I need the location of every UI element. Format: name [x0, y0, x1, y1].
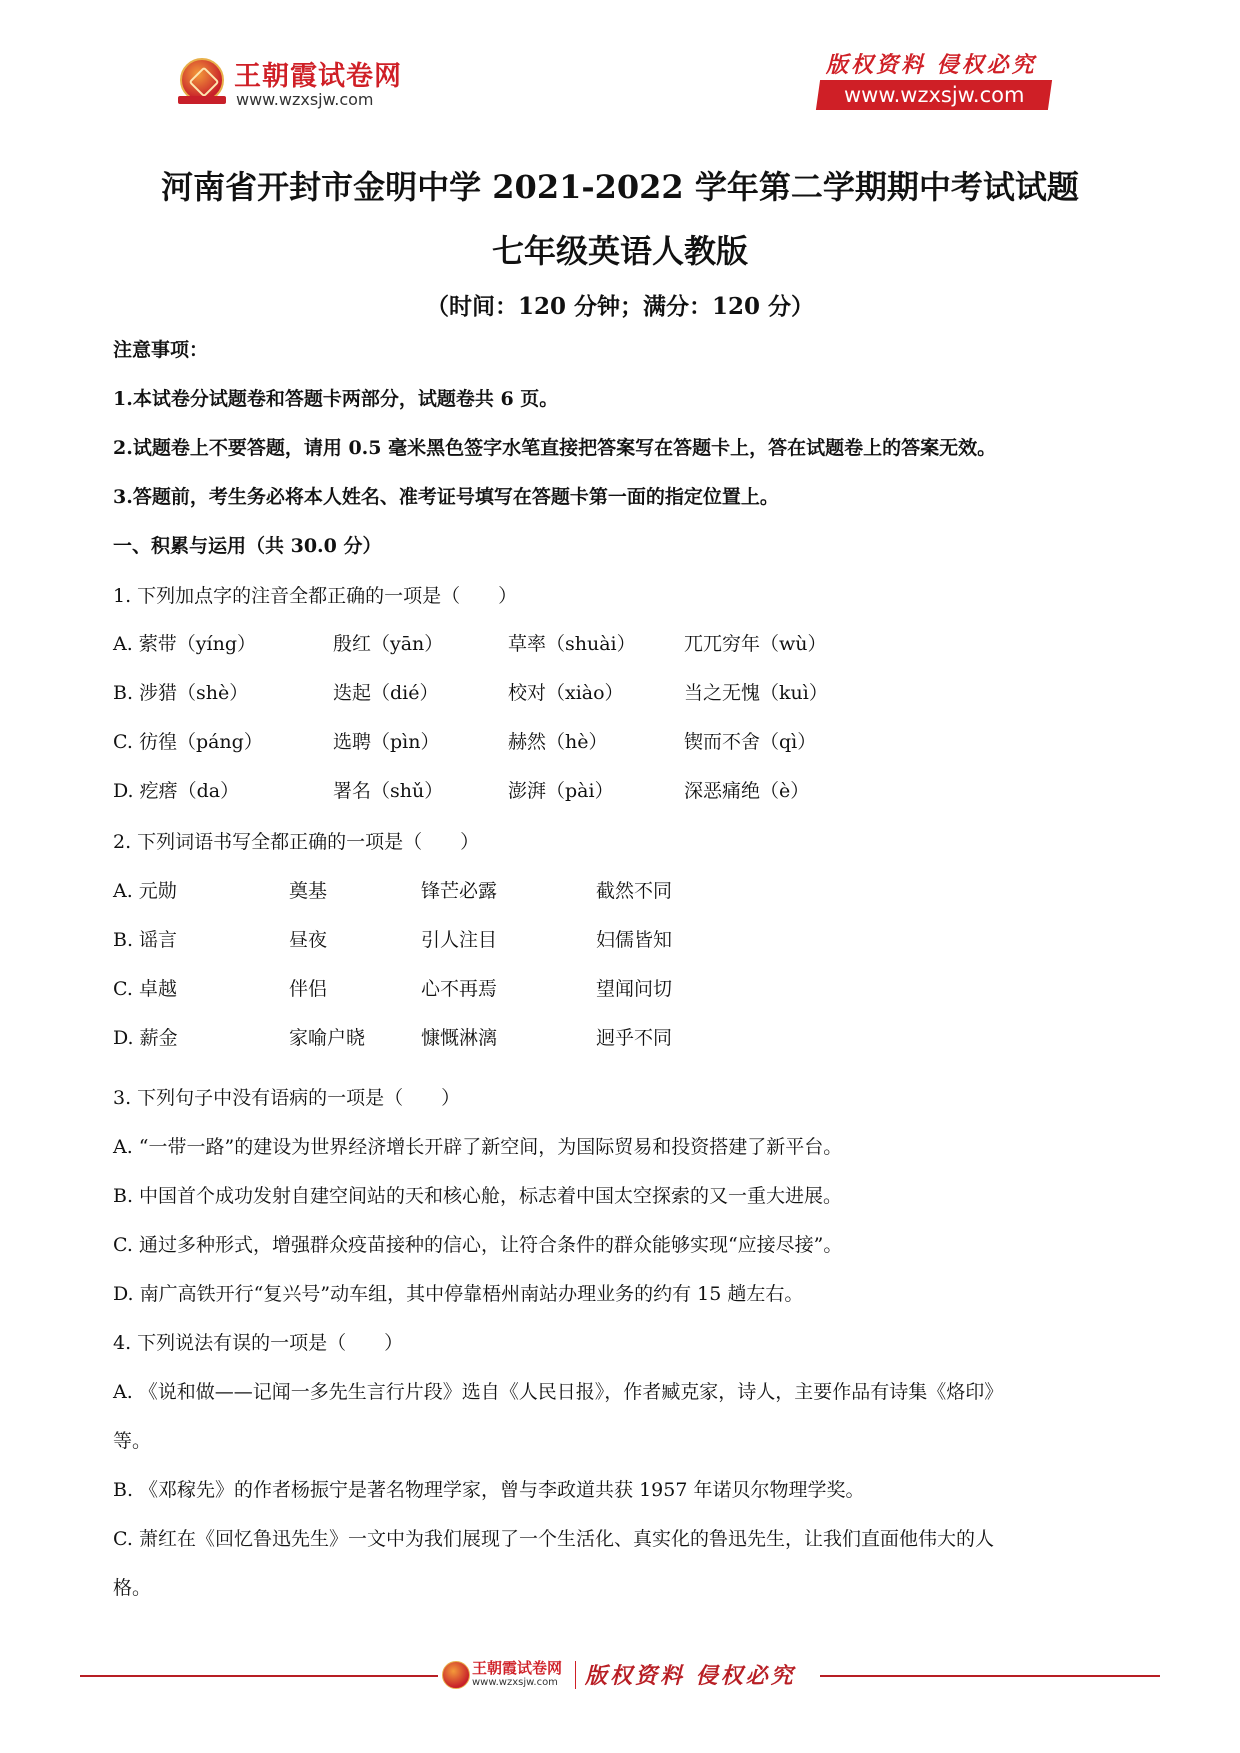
- option-cell: 草率（shuài）: [508, 633, 636, 655]
- site-logo[interactable]: [180, 52, 420, 114]
- page-footer: [0, 1655, 1240, 1695]
- option-cell: C. 卓越: [113, 978, 177, 1000]
- option-line: B. 《邓稼先》的作者杨振宁是著名物理学家，曾与李政道共获 1957 年诺贝尔物理学奖。: [113, 1479, 865, 1501]
- section-heading: 一、积累与运用（共 30.0 分）: [113, 535, 382, 557]
- footer-rule-left: [80, 1675, 438, 1677]
- option-cell: 锲而不舍（qì）: [684, 731, 817, 753]
- copyright-block: [818, 44, 1054, 116]
- option-cell: 当之无愧（kuì）: [684, 682, 828, 704]
- option-line: A. “一带一路”的建设为世界经济增长开辟了新空间，为国际贸易和投资搭建了新平台。: [113, 1136, 843, 1158]
- option-cell: 兀兀穷年（wù）: [684, 633, 827, 655]
- option-cell: 校对（xiào）: [508, 682, 624, 704]
- option-cell: 深恶痛绝（è）: [684, 780, 810, 802]
- footer-slogan: 版权资料 侵权必究: [585, 1663, 796, 1689]
- option-cell: B. 谣言: [113, 929, 178, 951]
- question-stem: 2. 下列词语书写全都正确的一项是（ ）: [113, 831, 480, 853]
- logo-name: 王朝霞试卷网: [234, 61, 402, 92]
- footer-logo-url[interactable]: www.wzxsjw.com: [472, 1677, 558, 1688]
- option-cell: B. 涉猎（shè）: [113, 682, 249, 704]
- option-cell: A. 萦带（yíng）: [113, 633, 257, 655]
- note-item: 1.本试卷分试题卷和答题卡两部分，试题卷共 6 页。: [113, 388, 559, 410]
- option-cell: 迭起（dié）: [333, 682, 439, 704]
- url-banner-text: www.wzxsjw.com: [843, 83, 1025, 107]
- option-cell: 锋芒必露: [421, 880, 498, 902]
- footer-seal-icon: [442, 1661, 470, 1689]
- question-stem: 1. 下列加点字的注音全都正确的一项是（ ）: [113, 585, 518, 607]
- option-cell: 截然不同: [596, 880, 673, 902]
- option-cell: 慷慨淋漓: [421, 1027, 498, 1049]
- footer-separator: [575, 1661, 576, 1689]
- option-cell: 望闻问切: [596, 978, 673, 1000]
- option-cell: 家喻户晓: [289, 1027, 366, 1049]
- option-cell: 殷红（yān）: [333, 633, 444, 655]
- option-cell: 妇儒皆知: [596, 929, 673, 951]
- option-line: D. 南广高铁开行“复兴号”动车组，其中停靠梧州南站办理业务的约有 15 趟左右。: [113, 1283, 804, 1305]
- note-item: 3.答题前，考生务必将本人姓名、准考证号填写在答题卡第一面的指定位置上。: [113, 486, 779, 508]
- option-cell: 署名（shǔ）: [333, 780, 444, 802]
- option-cell: A. 元勋: [113, 880, 177, 902]
- option-cell: 奠基: [289, 880, 328, 902]
- option-cell: 心不再焉: [421, 978, 498, 1000]
- note-item: 2.试题卷上不要答题，请用 0.5 毫米黑色签字水笔直接把答案写在答题卡上，答在试题卷上的答案无效。: [113, 437, 997, 459]
- option-line: 等。: [113, 1430, 152, 1452]
- notes-heading: 注意事项：: [113, 339, 209, 361]
- option-line: B. 中国首个成功发射自建空间站的天和核心舱，标志着中国太空探索的又一重大进展。: [113, 1185, 843, 1207]
- exam-title: 河南省开封市金明中学 2021-2022 学年第二学期期中考试试题: [161, 168, 1079, 206]
- option-cell: 选聘（pìn）: [333, 731, 440, 753]
- option-line: 格。: [113, 1577, 152, 1599]
- exam-subtitle: 七年级英语人教版: [491, 232, 748, 270]
- option-cell: 澎湃（pài）: [508, 780, 614, 802]
- option-cell: D. 疙瘩（da）: [113, 780, 240, 802]
- copyright-slogan: 版权资料 侵权必究: [826, 52, 1037, 78]
- option-cell: 引人注目: [421, 929, 498, 951]
- question-stem: 3. 下列句子中没有语病的一项是（ ）: [113, 1087, 461, 1109]
- footer-logo-name[interactable]: 王朝霞试卷网: [472, 1659, 563, 1677]
- footer-rule-right: [820, 1675, 1160, 1677]
- option-cell: D. 薪金: [113, 1027, 178, 1049]
- option-line: A. 《说和做——记闻一多先生言行片段》选自《人民日报》，作者臧克家，诗人，主要作品有诗集《烙印》: [113, 1381, 1004, 1403]
- option-cell: 迥乎不同: [596, 1027, 673, 1049]
- option-cell: 赫然（hè）: [508, 731, 608, 753]
- option-cell: 昼夜: [289, 929, 328, 951]
- question-stem: 4. 下列说法有误的一项是（ ）: [113, 1332, 404, 1354]
- logo-url: www.wzxsjw.com: [236, 90, 374, 109]
- seal-ribbon: [178, 96, 226, 104]
- option-line: C. 通过多种形式，增强群众疫苗接种的信心，让符合条件的群众能够实现“应接尽接”。: [113, 1234, 843, 1256]
- option-line: C. 萧红在《回忆鲁迅先生》一文中为我们展现了一个生活化、真实化的鲁迅先生，让我们直面他伟大的人: [113, 1528, 994, 1550]
- time-info: （时间：120 分钟；满分：120 分）: [425, 293, 815, 320]
- option-cell: C. 彷徨（páng）: [113, 731, 263, 753]
- option-cell: 伴侣: [289, 978, 328, 1000]
- url-banner[interactable]: [816, 80, 1052, 110]
